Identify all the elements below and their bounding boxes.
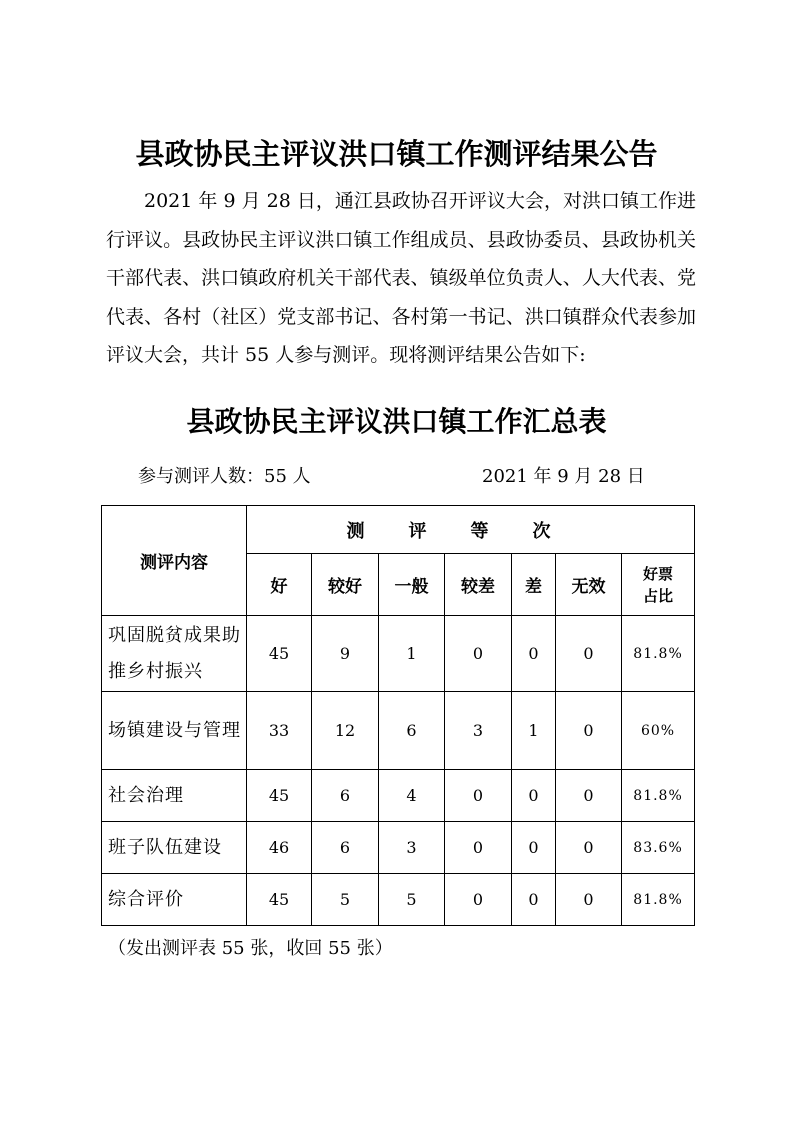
cell-fairly-poor: 0 [445, 822, 512, 874]
row-item: 场镇建设与管理 [102, 692, 247, 770]
cell-fairly-good: 5 [312, 874, 379, 926]
table-row [102, 822, 695, 874]
col-header-poor: 差 [512, 554, 556, 616]
table-title: 县政协民主评议洪口镇工作汇总表 [186, 405, 607, 438]
cell-ratio: 83.6% [622, 822, 695, 874]
cell-average: 3 [379, 822, 445, 874]
distribution-note: （发出测评表 55 张，收回 55 张） [108, 938, 393, 959]
cell-poor: 1 [512, 692, 556, 770]
col-header-fairly-poor: 较差 [445, 554, 512, 616]
cell-poor: 0 [512, 770, 556, 822]
row-item: 班子队伍建设 [102, 822, 247, 874]
cell-poor: 0 [512, 822, 556, 874]
group-header: 测评等次 [247, 506, 695, 554]
cell-ratio: 81.8% [622, 874, 695, 926]
cell-poor: 0 [512, 616, 556, 692]
ratio-header-line2: 占比 [643, 586, 674, 605]
evaluation-date: 2021 年 9 月 28 日 [482, 466, 645, 487]
cell-average: 5 [379, 874, 445, 926]
cell-fairly-poor: 0 [445, 770, 512, 822]
cell-fairly-poor: 0 [445, 616, 512, 692]
table-row [102, 616, 695, 692]
participant-count: 参与测评人数：55 人 [138, 466, 311, 487]
cell-fairly-poor: 0 [445, 874, 512, 926]
cell-invalid: 0 [556, 874, 622, 926]
cell-average: 1 [379, 616, 445, 692]
cell-average: 6 [379, 692, 445, 770]
intro-paragraph: 2021 年 9 月 28 日，通江县政协召开评议大会，对洪口镇工作进行评议。县政协民主评议洪口镇工作组成员、县政协委员、县政协机关干部代表、洪口镇政府机关干部代表、镇级单位负责人、人大代表、党代表、各村（社区）党支部书记、各村第一书记、洪口镇群众代表参加评议大会，共计 55 人参与测评。现将测评结果公告如下: [106, 190, 696, 366]
row-item: 巩固脱贫成果助推乡村振兴 [102, 616, 247, 692]
cell-fairly-good: 6 [312, 770, 379, 822]
cell-ratio: 81.8% [622, 770, 695, 822]
cell-ratio: 81.8% [622, 616, 695, 692]
cell-average: 4 [379, 770, 445, 822]
col-header-invalid: 无效 [556, 554, 622, 616]
cell-invalid: 0 [556, 616, 622, 692]
row-item: 综合评价 [102, 874, 247, 926]
cell-good: 45 [247, 874, 312, 926]
cell-good: 45 [247, 770, 312, 822]
cell-poor: 0 [512, 874, 556, 926]
cell-invalid: 0 [556, 822, 622, 874]
cell-fairly-good: 9 [312, 616, 379, 692]
table-row [102, 692, 695, 770]
cell-good: 46 [247, 822, 312, 874]
cell-invalid: 0 [556, 692, 622, 770]
cell-fairly-good: 12 [312, 692, 379, 770]
cell-good: 33 [247, 692, 312, 770]
col-header-good: 好 [247, 554, 312, 616]
cell-fairly-good: 6 [312, 822, 379, 874]
cell-fairly-poor: 3 [445, 692, 512, 770]
col-header-fairly-good: 较好 [312, 554, 379, 616]
table-row [102, 874, 695, 926]
cell-good: 45 [247, 616, 312, 692]
cell-invalid: 0 [556, 770, 622, 822]
table-row [102, 770, 695, 822]
row-item: 社会治理 [102, 770, 247, 822]
document-title: 县政协民主评议洪口镇工作测评结果公告 [135, 137, 658, 171]
row-header: 测评内容 [102, 506, 247, 616]
col-header-average: 一般 [379, 554, 445, 616]
col-header-ratio [622, 554, 695, 616]
ratio-header-line1: 好票 [643, 564, 674, 583]
cell-ratio: 60% [622, 692, 695, 770]
summary-table [101, 505, 695, 926]
